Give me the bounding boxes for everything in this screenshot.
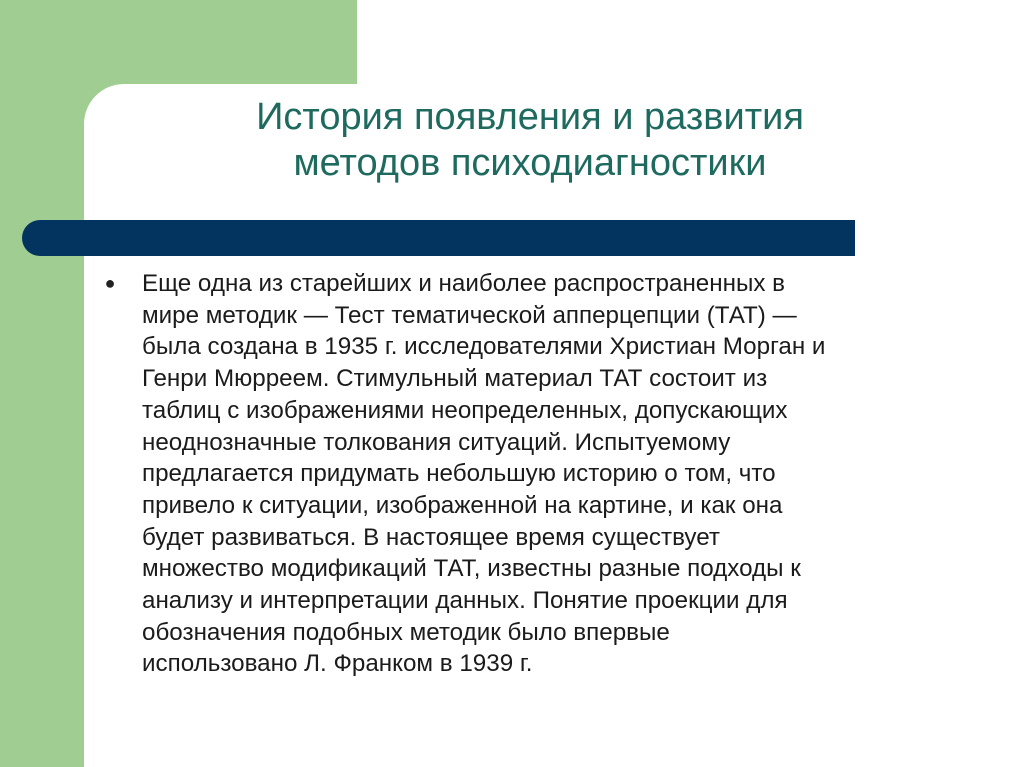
paragraph-line: будет развиваться. В настоящее время существует: [142, 523, 720, 551]
paragraph-line: неоднозначные толкования ситуаций. Испытуемому: [142, 428, 731, 456]
paragraph-line: использовано Л. Франком в 1939 г.: [142, 650, 533, 678]
paragraph-line: множество модификаций ТАТ, известны разные подходы к: [142, 555, 801, 583]
paragraph-line: таблиц с изображениями неопределенных, допускающих: [142, 396, 788, 424]
paragraph-line: анализу и интерпретации данных. Понятие проекции для: [142, 587, 788, 615]
slide-title-line-2: методов психодиагностики: [293, 142, 767, 184]
paragraph-line: предлагается придумать небольшую историю о том, что: [142, 460, 776, 488]
paragraph-line: была создана в 1935 г. исследователями Христиан Морган и: [142, 333, 826, 361]
paragraph-line: Генри Мюрреем. Стимульный материал ТАТ состоит из: [142, 365, 768, 393]
slide-title-line-1: История появления и развития: [256, 96, 804, 138]
paragraph-line: привело к ситуации, изображенной на картине, и как она: [142, 491, 783, 519]
paragraph-line: мире методик — Тест тематической апперцепции (ТАТ) —: [142, 301, 797, 329]
slide-title: [140, 94, 920, 186]
bullet-paragraph: [142, 268, 930, 680]
paragraph-line: Еще одна из старейших и наиболее распространенных в: [142, 270, 786, 297]
bullet-dot-icon: ●: [104, 273, 116, 293]
title-underline-bar: [22, 220, 855, 256]
paragraph-line: обозначения подобных методик было впервые: [142, 618, 670, 646]
